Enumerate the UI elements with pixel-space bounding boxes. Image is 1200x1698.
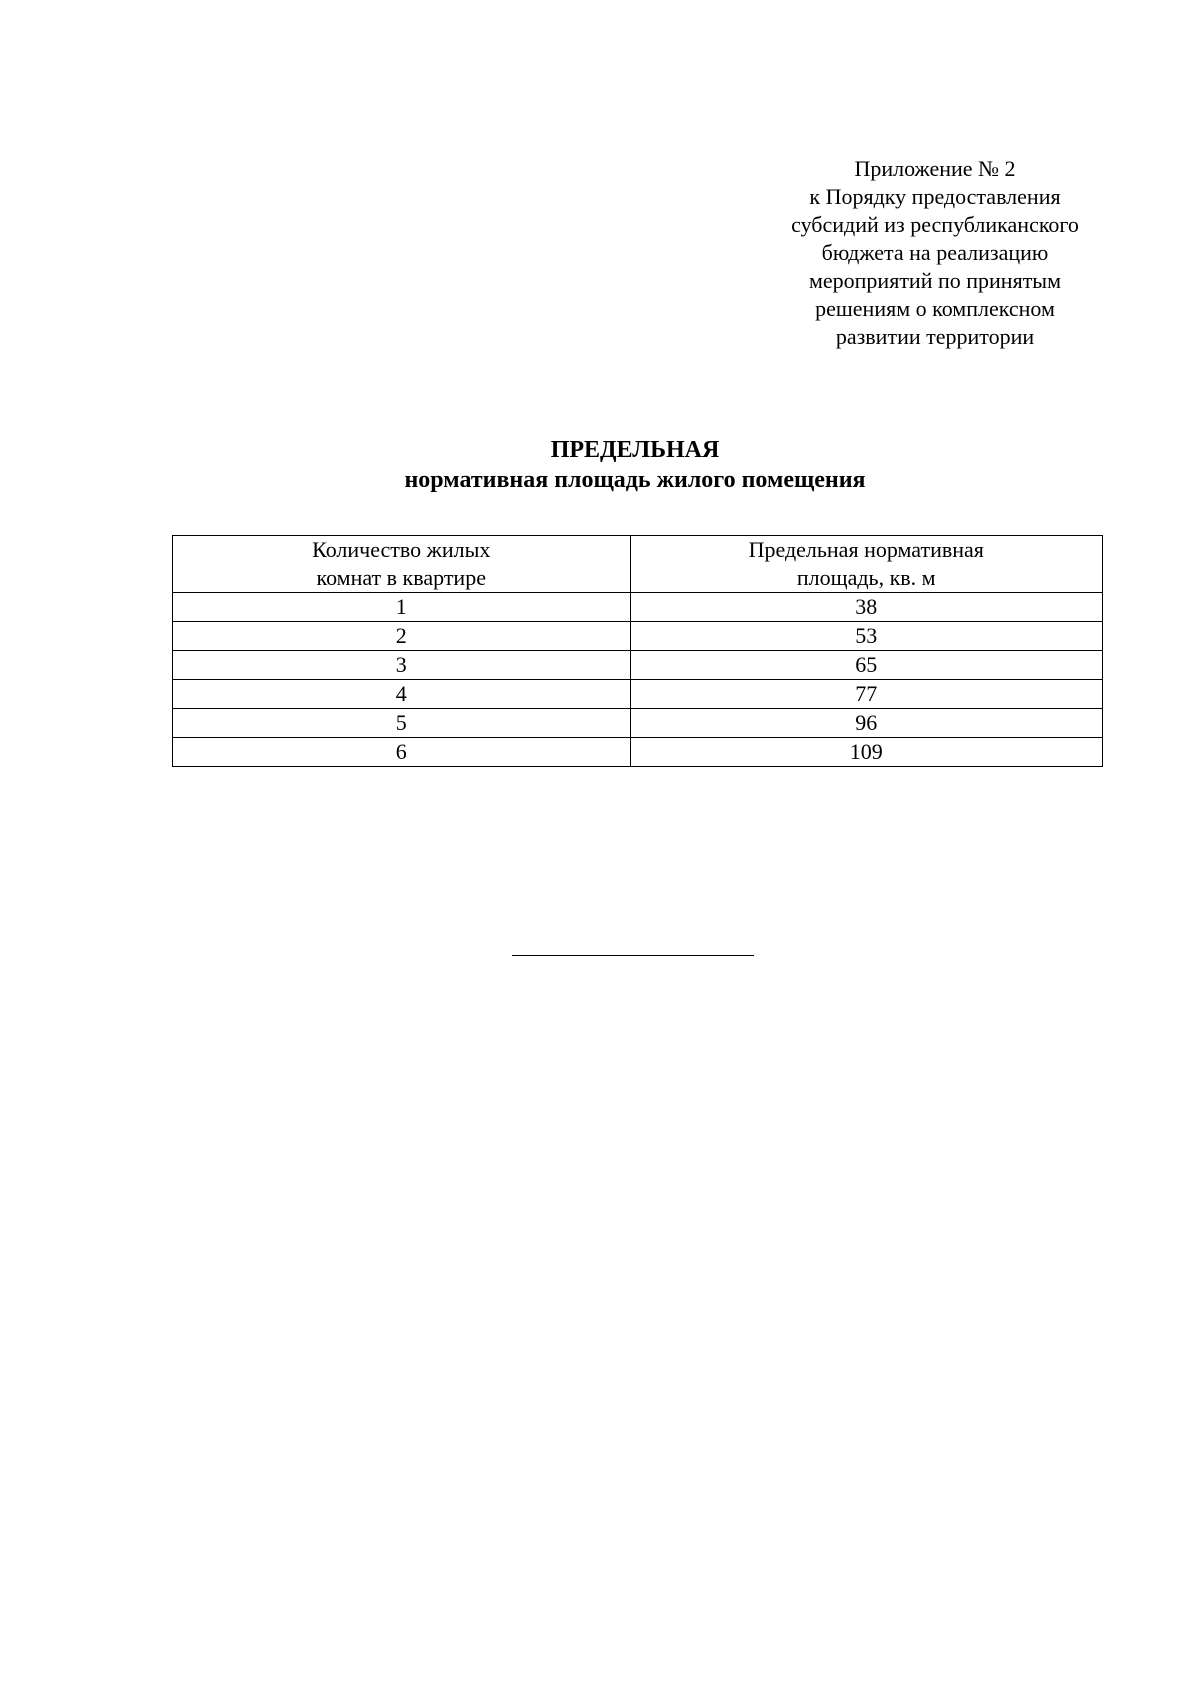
rooms-cell: 2 [173,622,631,651]
header-rooms-line-2: комнат в квартире [316,565,486,590]
table-header-row [173,536,1103,593]
area-cell: 65 [630,651,1103,680]
document-title [300,435,970,495]
area-cell: 77 [630,680,1103,709]
rooms-cell: 1 [173,593,631,622]
rooms-cell: 6 [173,738,631,767]
appendix-line: субсидий из республиканского [791,212,1079,237]
header-area-line-2: площадь, кв. м [796,565,936,590]
header-area-line-1: Предельная нормативная [748,537,984,562]
header-max-area [630,536,1103,593]
area-cell: 109 [630,738,1103,767]
header-rooms-count [173,536,631,593]
table-row [173,593,1103,622]
table-row [173,651,1103,680]
table-row [173,680,1103,709]
area-cell: 53 [630,622,1103,651]
table-row [173,709,1103,738]
header-rooms-line-1: Количество жилых [312,537,491,562]
table-row [173,622,1103,651]
appendix-line: развитии территории [835,324,1035,349]
area-norms-table [172,535,1103,767]
appendix-line: мероприятий по принятым [808,268,1062,293]
closing-divider-line [512,955,754,956]
area-cell: 38 [630,593,1103,622]
appendix-line: Приложение № 2 [854,156,1016,181]
area-cell: 96 [630,709,1103,738]
rooms-cell: 3 [173,651,631,680]
title-line-2: нормативная площадь жилого помещения [404,467,866,493]
appendix-block [740,155,1130,351]
appendix-line: к Порядку предоставления [809,184,1061,209]
rooms-cell: 5 [173,709,631,738]
rooms-cell: 4 [173,680,631,709]
title-line-1: ПРЕДЕЛЬНАЯ [550,437,720,463]
table-row [173,738,1103,767]
appendix-line: бюджета на реализацию [821,240,1049,265]
appendix-line: решениям о комплексном [815,296,1055,321]
